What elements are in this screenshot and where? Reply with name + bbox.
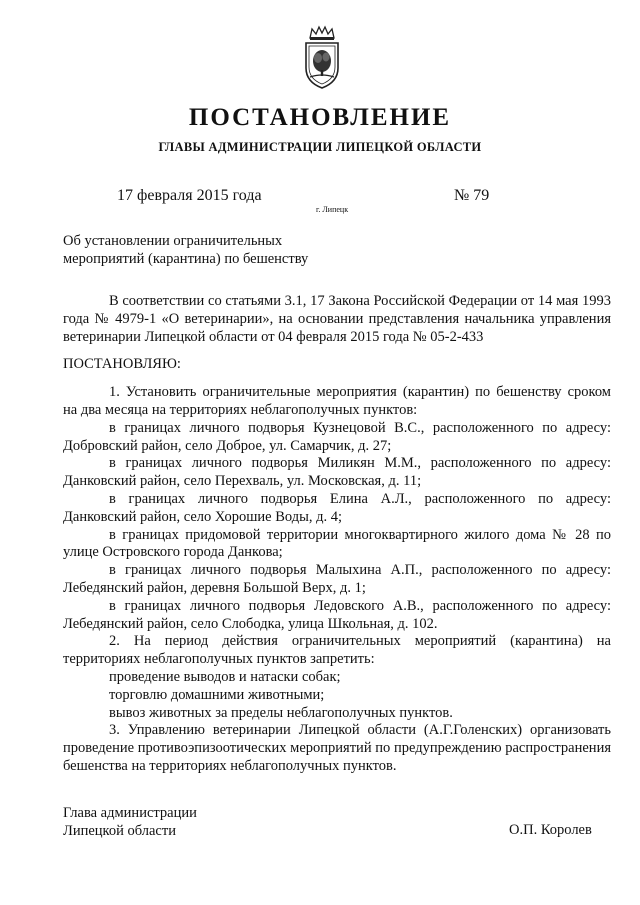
document-subject xyxy=(63,232,363,268)
subject-line: мероприятий (карантина) по бешенству xyxy=(63,251,309,267)
document-date: 17 февраля 2015 года xyxy=(117,187,262,204)
signature-position xyxy=(63,804,197,840)
prohibition-item: вывоз животных за пределы неблагополучных пунктов. xyxy=(109,704,453,721)
subject-line: Об установлении ограничительных xyxy=(63,233,283,249)
document-city: г. Липецк xyxy=(316,205,349,214)
document-number: № 79 xyxy=(454,187,490,204)
prohibition-item: торговлю домашними животными; xyxy=(109,686,325,703)
location-item: в границах личного подворья Елина А.Л., расположенного по адресу: Данковский район, село Хорошие Воды, д. 4; xyxy=(63,490,611,525)
document-title: ПОСТАНОВЛЕНИЕ xyxy=(188,104,452,131)
location-item: в границах личного подворья Малыхина А.П., расположенного по адресу: Лебедянский район, деревня Большой Верх, д. 1; xyxy=(63,562,611,596)
coat-of-arms-icon xyxy=(298,24,346,92)
item-3-paragraph: 3. Управлению ветеринарии Липецкой области (А.Г.Голенских) организовать проведение противоэпизоотических мероприятий по предупреждению распространения бешенства на территориях неблагополучных пунктов. xyxy=(63,722,611,774)
prohibition-item: проведение выводов и натаски собак; xyxy=(109,668,341,685)
location-item: в границах личного подворья Миликян М.М., расположенного по адресу: Данковский район, село Перехваль, ул. Московская, д. 11; xyxy=(63,455,611,490)
item-2-paragraph: 2. На период действия ограничительных мероприятий (карантина) на территориях неблагополучных пунктов запретить: xyxy=(63,633,611,668)
signature-position-line: Глава администрации xyxy=(63,805,197,821)
preamble-paragraph: В соответствии со статьями 3.1, 17 Закона Российской Федерации от 14 мая 1993 года № 4979-1 «О ветеринарии», на основании представления начальника управления ветеринарии Липецкой области от 04 февраля 2015 года № 05-2-433 xyxy=(63,293,611,345)
document-body xyxy=(63,293,611,776)
document-subtitle: ГЛАВЫ АДМИНИСТРАЦИИ ЛИПЕЦКОЙ ОБЛАСТИ xyxy=(158,140,482,154)
signature-position-line: Липецкой области xyxy=(63,823,176,839)
location-item: в границах придомовой территории многоквартирного жилого дома № 28 по улице Островского города Данкова; xyxy=(63,526,611,561)
signature-name: О.П. Королев xyxy=(509,822,592,838)
item-1-paragraph: 1. Установить ограничительные мероприятия (карантин) по бешенству сроком на два месяца на территориях неблагополучных пунктов: xyxy=(63,384,611,418)
decree-word: ПОСТАНОВЛЯЮ: xyxy=(63,356,181,373)
location-item: в границах личного подворья Ледовского А.В., расположенного по адресу: Лебедянский район, село Слободка, улица Школьная, д. 102. xyxy=(63,597,611,632)
location-item: в границах личного подворья Кузнецовой В.С., расположенного по адресу: Добровский район, село Доброе, ул. Самарчик, д. 27; xyxy=(63,419,611,454)
